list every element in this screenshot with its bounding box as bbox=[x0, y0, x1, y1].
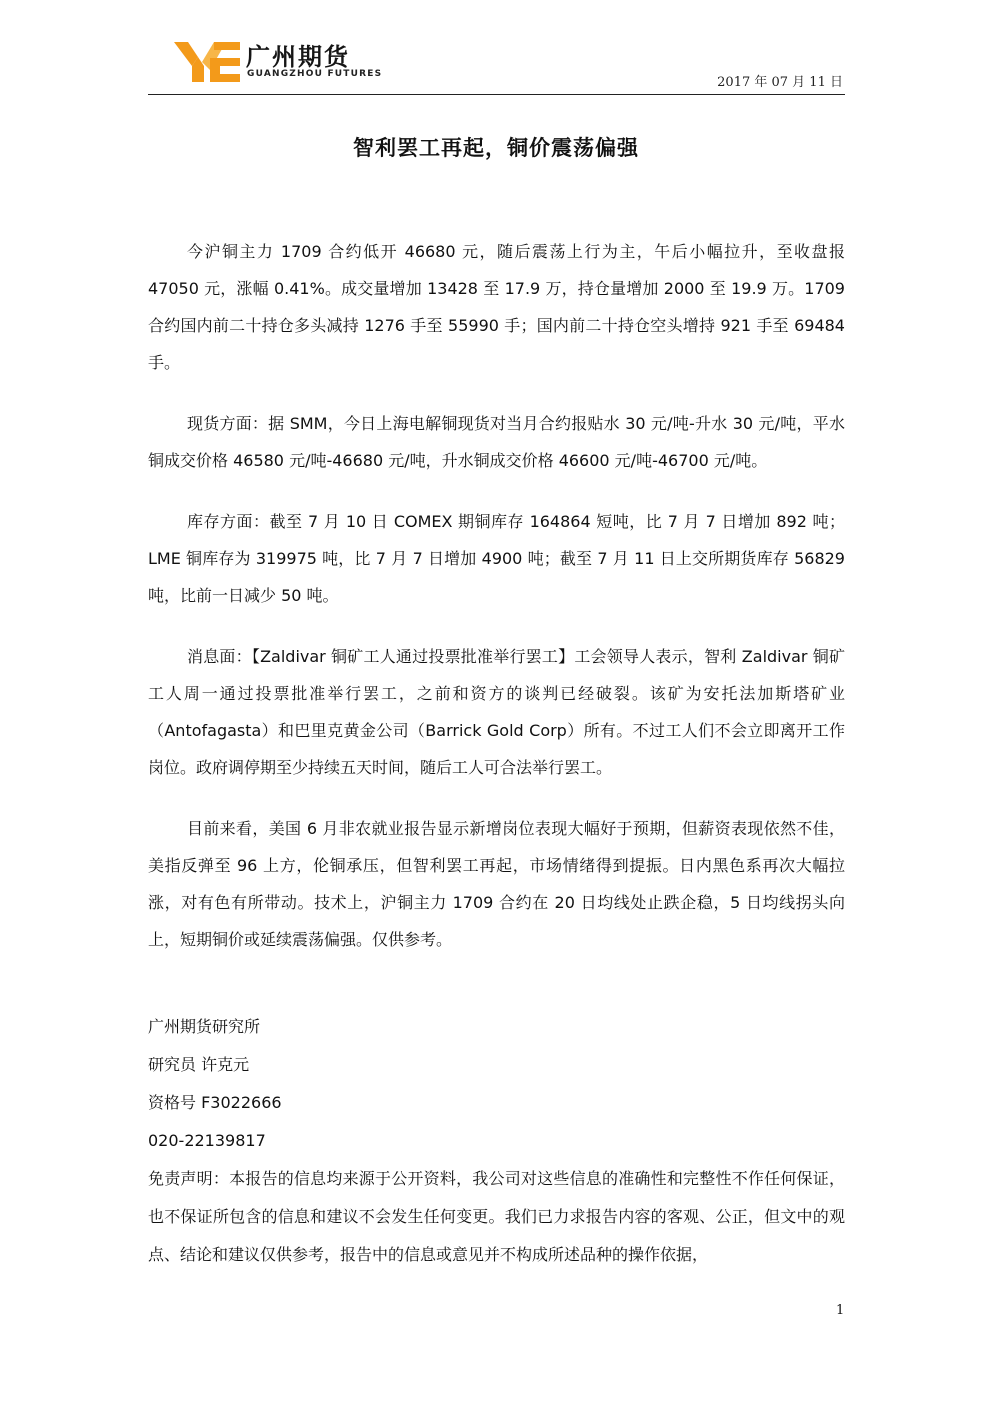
paragraph-market: 今沪铜主力 1709 合约低开 46680 元，随后震荡上行为主，午后小幅拉升，至收盘报 47050 元，涨幅 0.41%。成交量增加 13428 至 17.9 万，持仓量增加 2000 至 19.9 万。1709 合约国内前二十持仓多头减持 1276 手至 55990 手；国内前二十持仓空头增持 921 手至 69484 手。 bbox=[148, 242, 845, 372]
report-title: 智利罢工再起，铜价震荡偏强 bbox=[353, 136, 639, 160]
page-number: 1 bbox=[836, 1303, 845, 1318]
brand-name-cn: 广州期货 bbox=[246, 43, 350, 71]
brand-name-en: GUANGZHOU FUTURES bbox=[247, 69, 383, 79]
paragraph-inventory: 库存方面：截至 7 月 10 日 COMEX 期铜库存 164864 短吨，比 7 月 7 日增加 892 吨；LME 铜库存为 319975 吨，比 7 月 7 日增加 4900 吨；截至 7 月 11 日上交所期货库存 56829 吨，比前一日减少 50 吨。 bbox=[148, 512, 845, 605]
phone-number: 020-22139817 bbox=[148, 1131, 266, 1150]
institute-name: 广州期货研究所 bbox=[148, 1017, 261, 1036]
guangzhou-futures-logo bbox=[174, 40, 240, 84]
report-body bbox=[148, 233, 845, 982]
researcher-name: 研究员 许克元 bbox=[148, 1055, 250, 1074]
paragraph-news: 消息面：【Zaldivar 铜矿工人通过投票批准举行罢工】工会领导人表示，智利 Zaldivar 铜矿工人周一通过投票批准举行罢工，之前和资方的谈判已经破裂。该矿为安托法加斯塔矿业（Antofagasta）和巴里克黄金公司（Barrick Gold Corp）所有。不过工人们不会立即离开工作岗位。政府调停期至少持续五天时间，随后工人可合法举行罢工。 bbox=[148, 647, 845, 777]
license-number: 资格号 F3022666 bbox=[148, 1093, 282, 1112]
paragraph-spot: 现货方面：据 SMM，今日上海电解铜现货对当月合约报贴水 30 元/吨-升水 30 元/吨，平水铜成交价格 46580 元/吨-46680 元/吨，升水铜成交价格 46600 元/吨-46700 元/吨。 bbox=[148, 414, 845, 470]
report-footer bbox=[148, 1008, 845, 1274]
report-date: 2017 年 07 月 11 日 bbox=[717, 75, 843, 90]
page-header bbox=[148, 36, 845, 95]
disclaimer-text: 免责声明：本报告的信息均来源于公开资料，我公司对这些信息的准确性和完整性不作任何保证，也不保证所包含的信息和建议不会发生任何变更。我们已力求报告内容的客观、公正，但文中的观点、结论和建议仅供参考，报告中的信息或意见并不构成所述品种的操作依据， bbox=[148, 1169, 845, 1264]
paragraph-outlook: 目前来看，美国 6 月非农就业报告显示新增岗位表现大幅好于预期，但薪资表现依然不佳，美指反弹至 96 上方，伦铜承压，但智利罢工再起，市场情绪得到提振。日内黑色系再次大幅拉涨，对有色有所带动。技术上，沪铜主力 1709 合约在 20 日均线处止跌企稳，5 日均线拐头向上，短期铜价或延续震荡偏强。仅供参考。 bbox=[148, 819, 845, 949]
